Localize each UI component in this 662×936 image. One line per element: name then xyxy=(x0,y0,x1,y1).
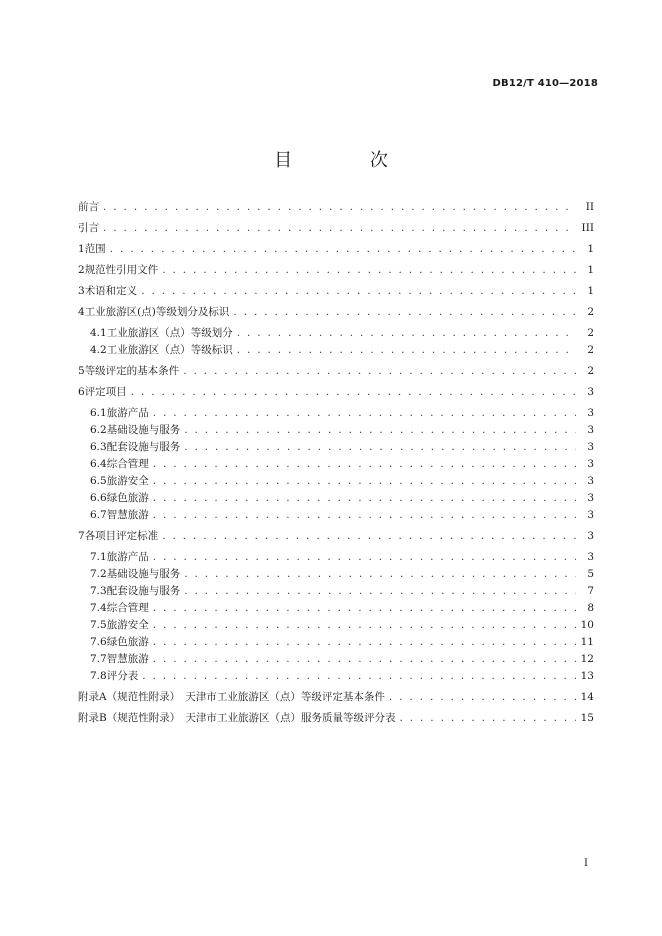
toc-entry[interactable] xyxy=(78,405,594,422)
toc-entry-number: 7.7 xyxy=(90,653,107,665)
toc-entry-number: 6.3 xyxy=(90,441,107,453)
toc-entry[interactable] xyxy=(78,439,594,456)
toc-entry-page: III xyxy=(581,222,594,234)
toc-dot-leader xyxy=(153,651,576,668)
toc-entry[interactable] xyxy=(78,473,594,490)
toc-entry-page: 5 xyxy=(587,568,594,580)
toc-entry-label: 前言 xyxy=(78,201,99,213)
toc-dot-leader xyxy=(103,220,576,237)
toc-entry-number: 4 xyxy=(78,306,85,318)
toc-dot-leader xyxy=(142,668,576,685)
toc-entry-page: 1 xyxy=(587,243,594,255)
toc-entry-number: 4.2 xyxy=(90,344,107,356)
toc-entry[interactable] xyxy=(78,342,594,359)
toc-entry[interactable] xyxy=(78,549,594,566)
toc-entry-label: 绿色旅游 xyxy=(106,492,149,504)
toc-entry-number: 3 xyxy=(78,285,85,297)
toc-entry-number: 6.6 xyxy=(90,492,107,504)
toc-entry[interactable] xyxy=(78,304,594,321)
toc-entry-page: II xyxy=(585,201,594,213)
toc-entry-page: 10 xyxy=(580,619,594,631)
toc-entry[interactable] xyxy=(78,689,594,706)
toc-entry[interactable] xyxy=(78,241,594,258)
toc-entry-number: 6 xyxy=(78,386,85,398)
table-of-contents xyxy=(78,199,594,727)
toc-entry-label: 范围 xyxy=(84,243,106,255)
toc-dot-leader xyxy=(153,549,576,566)
toc-entry-number: 7.2 xyxy=(90,568,107,580)
toc-entry[interactable] xyxy=(78,566,594,583)
toc-dot-leader xyxy=(184,583,576,600)
toc-entry-page: 7 xyxy=(587,585,594,597)
toc-entry-number: 7.4 xyxy=(90,602,107,614)
toc-entry-number: 4.1 xyxy=(90,327,107,339)
toc-entry-page: 3 xyxy=(587,458,594,470)
toc-entry-number: 5 xyxy=(78,365,85,377)
toc-entry-number: 7.6 xyxy=(90,636,107,648)
toc-entry-label: 配套设施与服务 xyxy=(106,585,181,597)
toc-entry-number: 1 xyxy=(78,243,85,255)
toc-entry-page: 14 xyxy=(580,691,594,703)
toc-entry-page: 1 xyxy=(587,264,594,276)
toc-entry-page: 3 xyxy=(587,475,594,487)
toc-entry-label: 工业旅游区（点）等级标识 xyxy=(106,344,233,356)
toc-entry-label: 工业旅游区(点)等级划分及标识 xyxy=(84,306,230,318)
toc-entry-label: 综合管理 xyxy=(106,602,149,614)
toc-entry[interactable] xyxy=(78,668,594,685)
toc-entry-number: 6.5 xyxy=(90,475,107,487)
toc-entry-label: 评分表 xyxy=(106,670,139,682)
toc-entry[interactable] xyxy=(78,220,594,237)
toc-entry-label: 评定项目 xyxy=(84,386,127,398)
toc-entry[interactable] xyxy=(78,422,594,439)
toc-entry-label: 基础设施与服务 xyxy=(106,568,181,580)
toc-entry-number: 7.5 xyxy=(90,619,107,631)
toc-entry-label: 术语和定义 xyxy=(84,285,138,297)
toc-entry-label: 配套设施与服务 xyxy=(106,441,181,453)
toc-entry-page: 8 xyxy=(587,602,594,614)
toc-entry-page: 2 xyxy=(587,344,594,356)
toc-entry-page: 3 xyxy=(587,492,594,504)
toc-entry-label: 规范性引用文件 xyxy=(84,264,159,276)
page-title: 目 次 xyxy=(274,150,424,171)
toc-dot-leader xyxy=(233,304,576,321)
toc-dot-leader xyxy=(103,199,576,216)
toc-entry[interactable] xyxy=(78,634,594,651)
toc-dot-leader xyxy=(153,456,576,473)
toc-entry-label: 等级评定的基本条件 xyxy=(84,365,180,377)
toc-entry-page: 3 xyxy=(587,407,594,419)
toc-entry-page: 2 xyxy=(587,306,594,318)
toc-entry[interactable] xyxy=(78,617,594,634)
toc-entry-label: 工业旅游区（点）等级划分 xyxy=(106,327,233,339)
toc-entry-label: 基础设施与服务 xyxy=(106,424,181,436)
toc-entry[interactable] xyxy=(78,363,594,380)
toc-entry-page: 3 xyxy=(587,441,594,453)
toc-entry-label: 旅游产品 xyxy=(106,407,149,419)
toc-entry-label: 引言 xyxy=(78,222,99,234)
toc-entry[interactable] xyxy=(78,283,594,300)
toc-entry-label: 旅游安全 xyxy=(106,475,149,487)
toc-entry-label: 旅游安全 xyxy=(106,619,149,631)
toc-dot-leader xyxy=(162,262,576,279)
toc-dot-leader xyxy=(153,617,576,634)
toc-dot-leader xyxy=(237,342,576,359)
toc-entry[interactable] xyxy=(78,710,594,727)
toc-entry-page: 11 xyxy=(580,636,594,648)
toc-dot-leader xyxy=(153,490,576,507)
toc-dot-leader xyxy=(399,710,576,727)
toc-entry-label: 绿色旅游 xyxy=(106,636,149,648)
toc-entry-label: 各项目评定标准 xyxy=(84,530,159,542)
toc-entry-page: 13 xyxy=(580,670,594,682)
toc-entry-number: 6.2 xyxy=(90,424,107,436)
toc-dot-leader xyxy=(153,473,576,490)
toc-entry[interactable] xyxy=(78,199,594,216)
toc-entry-page: 15 xyxy=(580,712,594,724)
toc-entry-number: 6.1 xyxy=(90,407,107,419)
toc-entry-page: 12 xyxy=(580,653,594,665)
toc-entry[interactable] xyxy=(78,490,594,507)
toc-entry-page: 3 xyxy=(587,386,594,398)
toc-dot-leader xyxy=(153,634,576,651)
toc-entry-label: 附录B（规范性附录） 天津市工业旅游区（点）服务质量等级评分表 xyxy=(78,712,396,724)
toc-entry-number: 7.8 xyxy=(90,670,107,682)
toc-entry[interactable] xyxy=(78,262,594,279)
toc-entry-page: 3 xyxy=(587,551,594,563)
toc-entry-page: 3 xyxy=(587,424,594,436)
toc-dot-leader xyxy=(237,325,576,342)
toc-entry[interactable] xyxy=(78,507,594,524)
toc-entry-page: 1 xyxy=(587,285,594,297)
toc-entry-label: 附录A（规范性附录） 天津市工业旅游区（点）等级评定基本条件 xyxy=(78,691,385,703)
toc-dot-leader xyxy=(389,689,576,706)
toc-entry-page: 2 xyxy=(587,327,594,339)
toc-dot-leader xyxy=(184,439,576,456)
toc-entry-number: 2 xyxy=(78,264,85,276)
toc-entry-label: 智慧旅游 xyxy=(106,653,149,665)
toc-entry-label: 综合管理 xyxy=(106,458,149,470)
toc-entry-label: 旅游产品 xyxy=(106,551,149,563)
toc-entry[interactable] xyxy=(78,583,594,600)
toc-entry-page: 3 xyxy=(587,530,594,542)
toc-dot-leader xyxy=(184,422,576,439)
toc-entry[interactable] xyxy=(78,456,594,473)
toc-entry-number: 7.1 xyxy=(90,551,107,563)
page-number: I xyxy=(584,858,588,869)
toc-entry[interactable] xyxy=(78,651,594,668)
toc-dot-leader xyxy=(131,384,576,401)
toc-entry-number: 6.4 xyxy=(90,458,107,470)
toc-entry[interactable] xyxy=(78,384,594,401)
toc-entry-label: 智慧旅游 xyxy=(106,509,149,521)
toc-dot-leader xyxy=(153,507,576,524)
toc-entry-page: 2 xyxy=(587,365,594,377)
toc-entry[interactable] xyxy=(78,325,594,342)
toc-dot-leader xyxy=(183,363,576,380)
toc-dot-leader xyxy=(162,528,576,545)
toc-entry-number: 7 xyxy=(78,530,85,542)
document-code: DB12/T 410—2018 xyxy=(492,78,598,89)
toc-dot-leader xyxy=(153,600,576,617)
toc-entry-number: 7.3 xyxy=(90,585,107,597)
toc-dot-leader xyxy=(110,241,576,258)
toc-dot-leader xyxy=(184,566,576,583)
toc-entry[interactable] xyxy=(78,600,594,617)
toc-entry-number: 6.7 xyxy=(90,509,107,521)
toc-dot-leader xyxy=(153,405,576,422)
toc-entry-page: 3 xyxy=(587,509,594,521)
toc-entry[interactable] xyxy=(78,528,594,545)
toc-dot-leader xyxy=(141,283,576,300)
